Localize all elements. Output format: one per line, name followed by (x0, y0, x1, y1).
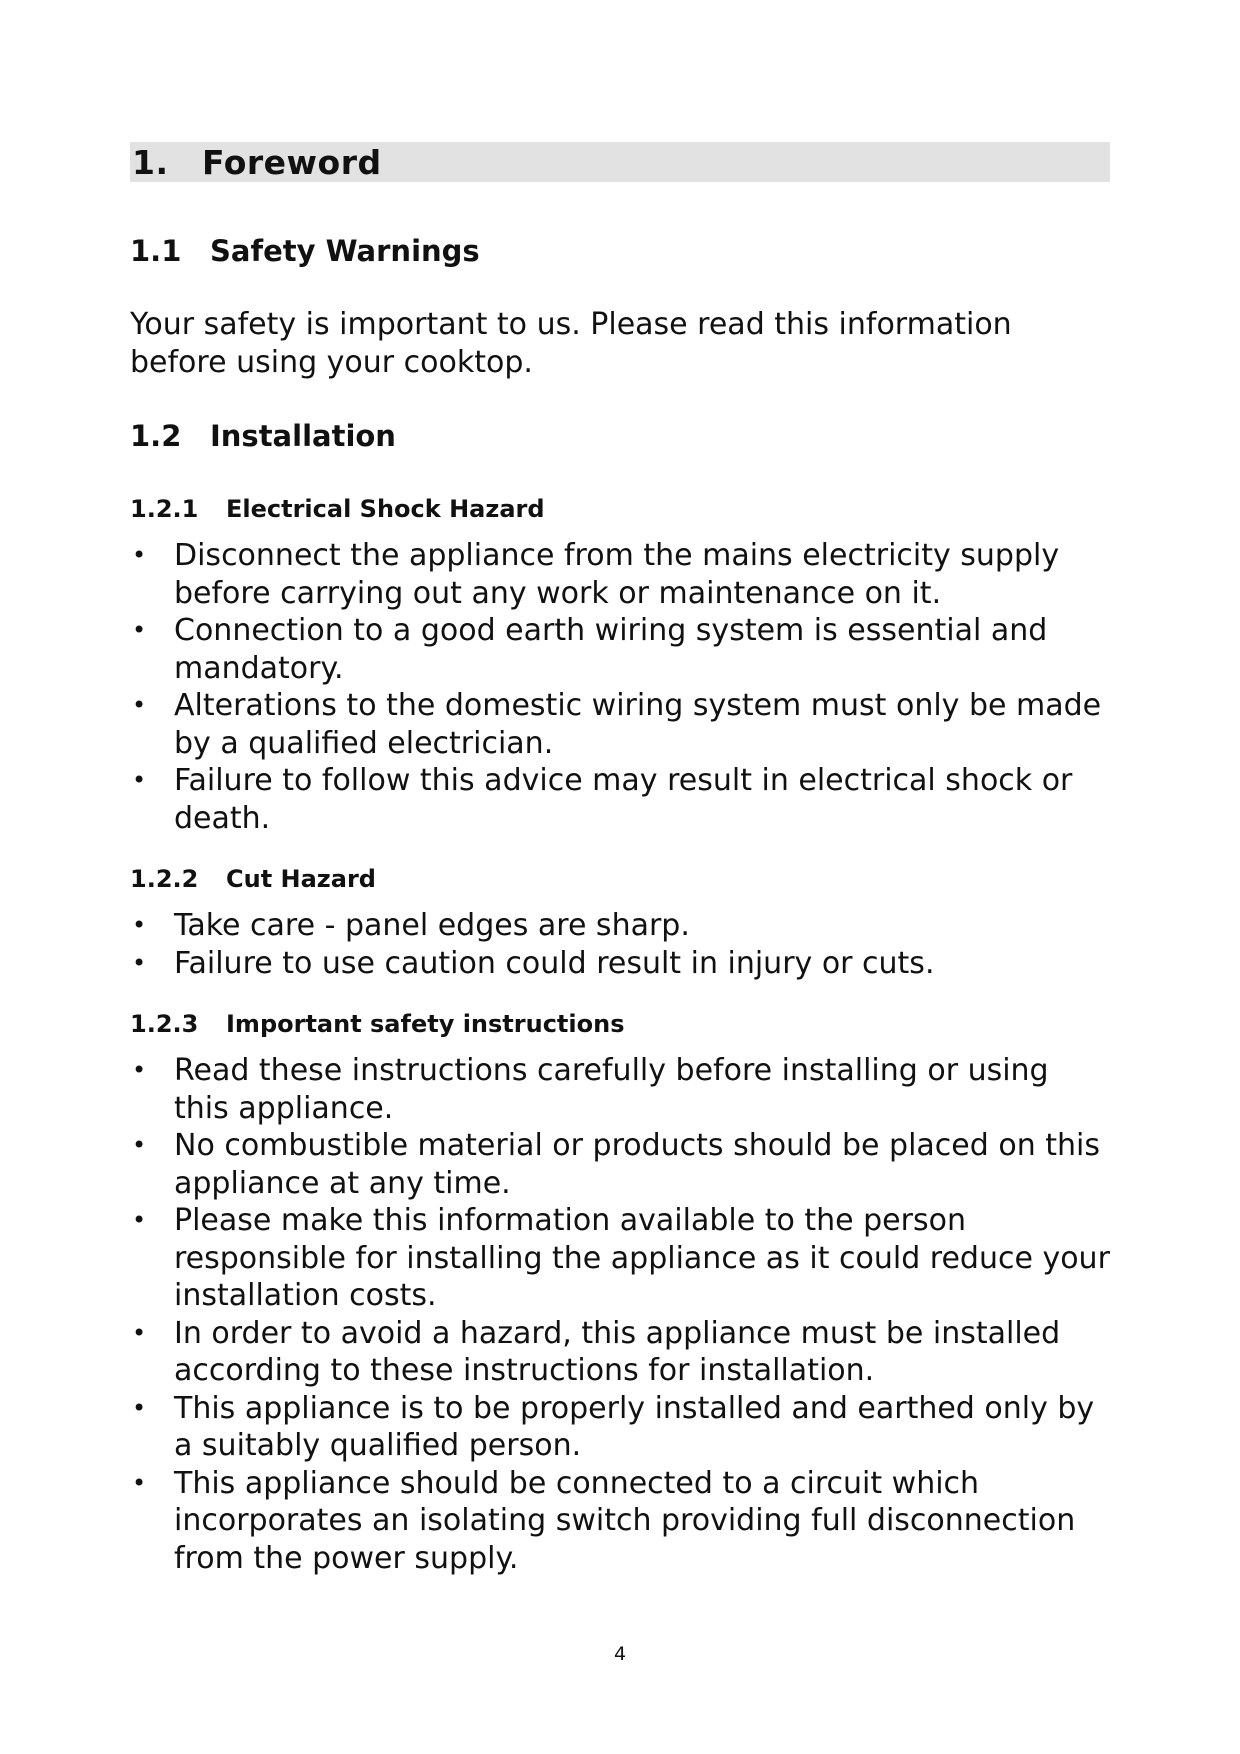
document-page (130, 142, 1110, 1577)
safety-heading (130, 234, 1110, 268)
list-item-text: This appliance is to be properly installed and earthed only by a suitably qualified person. (174, 1390, 1095, 1463)
list-item-text: Read these instructions carefully before installing or using this appliance. (174, 1053, 1049, 1126)
important-number: 1.2.3 (130, 1010, 199, 1038)
section-heading (130, 142, 1110, 182)
bullet-icon: • (132, 1131, 147, 1159)
list-item (130, 907, 1110, 945)
installation-title: Installation (210, 419, 396, 453)
section-title: Foreword (202, 142, 382, 182)
list-item (130, 1052, 1110, 1127)
shock-list (130, 537, 1110, 837)
list-item (130, 1127, 1110, 1202)
shock-number: 1.2.1 (130, 495, 199, 523)
list-item-text: No combustible material or products should be placed on this appliance at any time. (174, 1128, 1100, 1201)
list-item-text: This appliance should be connected to a circuit which incorporates an isolating switch providing full disconnection from the power supply. (174, 1465, 1076, 1576)
list-item (130, 1315, 1110, 1390)
list-item-text: Connection to a good earth wiring system is essential and mandatory. (174, 613, 1048, 686)
bullet-icon: • (132, 1206, 147, 1234)
list-item-text: In order to avoid a hazard, this appliance must be installed according to these instructions for installation. (174, 1315, 1061, 1388)
bullet-icon: • (132, 691, 147, 719)
bullet-icon: • (132, 541, 147, 569)
installation-number: 1.2 (130, 419, 182, 453)
list-item (130, 1390, 1110, 1465)
safety-number: 1.1 (130, 234, 182, 268)
shock-heading (130, 495, 1110, 523)
list-item (130, 945, 1110, 983)
bullet-icon: • (132, 1393, 147, 1422)
bullet-icon: • (132, 766, 147, 794)
important-list (130, 1052, 1110, 1577)
shock-title: Electrical Shock Hazard (226, 495, 545, 523)
important-heading (130, 1010, 1110, 1038)
list-item-text: Failure to use caution could result in injury or cuts. (174, 945, 935, 981)
important-title: Important safety instructions (226, 1010, 625, 1038)
list-item (130, 612, 1110, 687)
bullet-icon: • (132, 1468, 147, 1497)
bullet-icon: • (132, 911, 147, 939)
list-item-text: Alterations to the domestic wiring system must only be made by a qualified electrician. (174, 688, 1102, 761)
section-number: 1. (132, 142, 169, 182)
bullet-icon: • (132, 1318, 147, 1347)
bullet-icon: • (132, 948, 147, 977)
list-item-text: Failure to follow this advice may result in electrical shock or death. (174, 763, 1073, 836)
list-item-text: Disconnect the appliance from the mains electricity supply before carrying out any work or maintenance on it. (174, 538, 1060, 611)
safety-intro: Your safety is important to us. Please read this information before using your cooktop. (130, 307, 1012, 380)
bullet-icon: • (132, 616, 147, 644)
list-item (130, 537, 1110, 612)
cut-title: Cut Hazard (226, 865, 376, 893)
cut-heading (130, 865, 1110, 893)
list-item-text: Please make this information available to the person responsible for installing the appliance as it could reduce your installation costs. (174, 1203, 1110, 1313)
page-number: 4 (613, 1643, 627, 1665)
list-item-text: Take care - panel edges are sharp. (174, 908, 690, 943)
list-item (130, 762, 1110, 837)
cut-number: 1.2.2 (130, 865, 199, 893)
list-item (130, 1202, 1110, 1315)
safety-title: Safety Warnings (210, 234, 480, 268)
bullet-icon: • (132, 1056, 147, 1084)
cut-list (130, 907, 1110, 982)
installation-heading (130, 419, 1110, 453)
list-item (130, 687, 1110, 762)
list-item (130, 1465, 1110, 1578)
